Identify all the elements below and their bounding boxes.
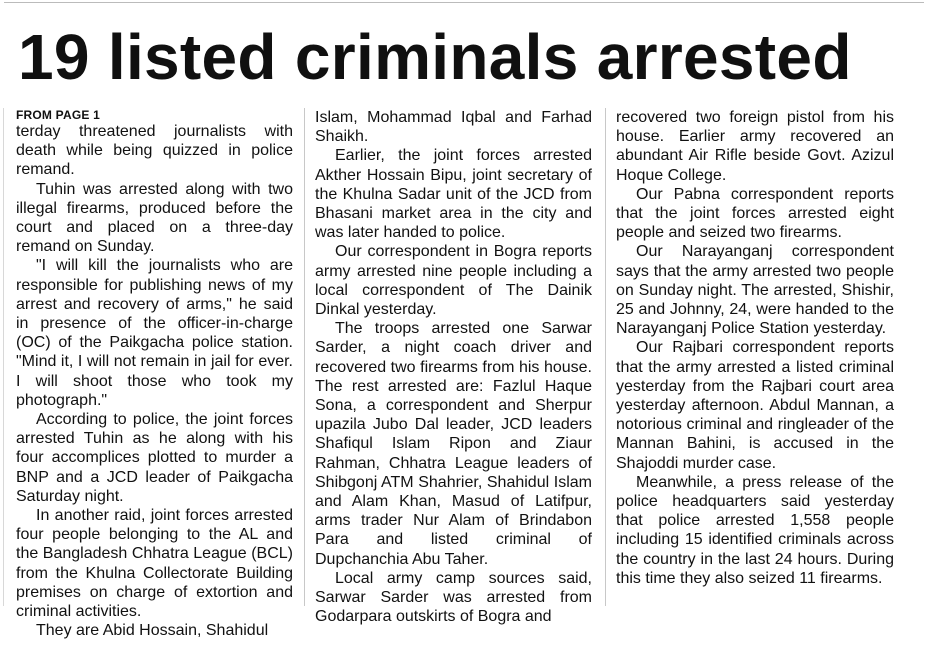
paragraph: terday threatened journalists with death while being quizzed in police remand.	[16, 123, 293, 179]
article-column-3	[616, 108, 894, 608]
paragraph: Our Narayanganj correspondent says that the army arrested two people on Sunday night. The arrested, Shishir, 25 and Johnny, 24, were handed to the Narayanganj Police Station yesterday.	[616, 243, 894, 338]
paragraph: Meanwhile, a press release of the police headquarters said yesterday that police arrested 1,558 people including 15 identified criminals across the country in the last 24 hours. During this time they also seized 11 firearms.	[616, 473, 894, 587]
left-edge-rule	[3, 108, 4, 606]
column-divider	[304, 108, 305, 606]
paragraph: They are Abid Hossain, Shahidul	[36, 622, 269, 640]
article-column-2	[315, 108, 592, 626]
paragraph: Our Pabna correspondent reports that the joint forces arrested eight people and seized two firearms.	[616, 185, 894, 242]
paragraph: Our correspondent in Bogra reports army arrested nine people including a local correspondent of The Dainik Dinkal yesterday.	[315, 243, 592, 319]
paragraph: In another raid, joint forces arrested four people belonging to the AL and the Bangladesh Chhatra League (BCL) from the Khulna Collectorate Building premises on charge of extortion and criminal activities.	[16, 507, 293, 621]
headline: 19 listed criminals arrested	[18, 21, 852, 93]
article-column-1	[16, 108, 293, 640]
paragraph: Local army camp sources said, Sarwar Sarder was arrested from Godarpara outskirts of Bogra and	[315, 569, 592, 626]
paragraph: Islam, Mohammad Iqbal and Farhad Shaikh.	[315, 109, 592, 146]
paragraph: The troops arrested one Sarwar Sarder, a night coach driver and recovered two firearms from his house. The rest arrested are: Fazlul Haque Sona, a correspondent and Sherpur upazila Jubo Dal leader, JCD leaders Shafiqul Islam Ripon and Ziaur Rahman, Chhatra League leaders of Shibgonj ATM Shahrier, Shahidul Islam and Alam Khan, Masud of Latifpur, arms trader Nur Alam of Brindabon Para and listed criminal of Dupchanchia Abu Taher.	[315, 320, 592, 568]
paragraph: recovered two foreign pistol from his house. Earlier army recovered an abundant Air Rifle beside Govt. Azizul Hoque College.	[616, 109, 894, 184]
paragraph: Tuhin was arrested along with two illegal firearms, produced before the court and placed on a three-day remand on Sunday.	[16, 180, 293, 256]
top-rule	[4, 2, 924, 3]
paragraph: Our Rajbari correspondent reports that the army arrested a listed criminal yesterday from the Rajbari court area yesterday afternoon. Abdul Mannan, a notorious criminal and ringleader of the Mannan Bahini, is accused in the Shajoddi murder case.	[616, 339, 894, 472]
column-divider	[605, 108, 606, 606]
paragraph: Earlier, the joint forces arrested Akther Hossain Bipu, joint secretary of the Khulna Sadar unit of the JCD from Bhasani market area in the city and was later handed to police.	[315, 147, 592, 242]
paragraph: "I will kill the journalists who are responsible for publishing news of my arrest and recovery of arms," he said in presence of the officer-in-charge (OC) of the Paikgacha police station. "Mind it, I will not remain in jail for ever. I will shoot those who took my photograph."	[16, 257, 293, 409]
paragraph: According to police, the joint forces arrested Tuhin as he along with his four accomplices plotted to murder a BNP and a JCD leader of Paikgacha Saturday night.	[16, 411, 293, 505]
from-page-kicker: FROM PAGE 1	[16, 108, 100, 122]
